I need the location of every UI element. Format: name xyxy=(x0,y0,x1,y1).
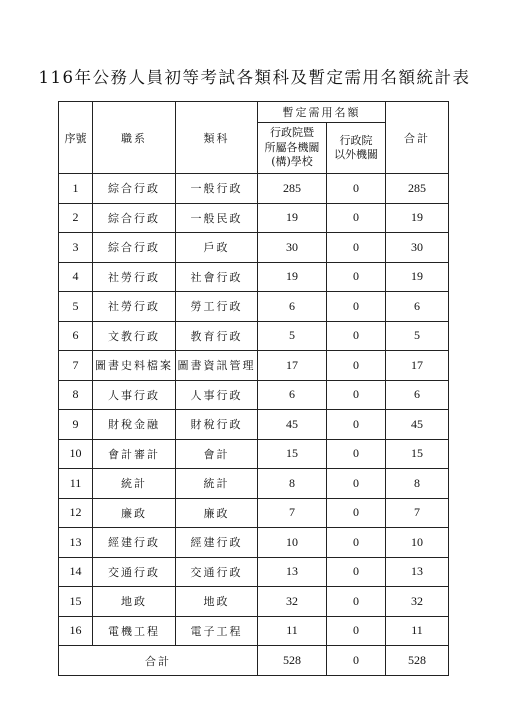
total-cell: 10 xyxy=(386,528,449,558)
other-count-cell: 0 xyxy=(327,351,386,381)
table-row xyxy=(59,557,449,587)
seq-cell: 7 xyxy=(59,351,93,381)
table-row xyxy=(59,321,449,351)
series-cell: 社勞行政 xyxy=(93,292,176,322)
seq-cell: 10 xyxy=(59,439,93,469)
total-cell: 5 xyxy=(386,321,449,351)
series-cell: 圖書史料檔案 xyxy=(93,351,176,381)
exec-count-cell: 19 xyxy=(258,203,327,233)
seq-cell: 1 xyxy=(59,174,93,204)
series-cell: 綜合行政 xyxy=(93,174,176,204)
header-exec-line-2: 所屬各機關 xyxy=(264,140,320,154)
total-cell: 6 xyxy=(386,292,449,322)
series-cell: 綜合行政 xyxy=(93,233,176,263)
exec-count-cell: 19 xyxy=(258,262,327,292)
total-cell: 7 xyxy=(386,498,449,528)
exec-count-cell: 15 xyxy=(258,439,327,469)
exec-count-cell: 32 xyxy=(258,587,327,617)
series-cell: 電機工程 xyxy=(93,616,176,646)
other-count-cell: 0 xyxy=(327,587,386,617)
category-cell: 一般行政 xyxy=(176,174,258,204)
total-cell: 13 xyxy=(386,557,449,587)
header-other-agencies xyxy=(327,123,386,174)
exec-count-cell: 285 xyxy=(258,174,327,204)
exec-count-cell: 10 xyxy=(258,528,327,558)
seq-cell: 6 xyxy=(59,321,93,351)
other-count-cell: 0 xyxy=(327,174,386,204)
table-row xyxy=(59,587,449,617)
total-cell: 19 xyxy=(386,203,449,233)
other-count-cell: 0 xyxy=(327,262,386,292)
other-count-cell: 0 xyxy=(327,380,386,410)
series-cell: 社勞行政 xyxy=(93,262,176,292)
exec-count-cell: 6 xyxy=(258,380,327,410)
table-row xyxy=(59,410,449,440)
other-count-cell: 0 xyxy=(327,321,386,351)
table-body xyxy=(59,174,449,646)
seq-cell: 14 xyxy=(59,557,93,587)
table-row xyxy=(59,380,449,410)
header-exec-yuan xyxy=(258,123,327,174)
series-cell: 會計審計 xyxy=(93,439,176,469)
exec-count-cell: 30 xyxy=(258,233,327,263)
other-count-cell: 0 xyxy=(327,203,386,233)
seq-cell: 4 xyxy=(59,262,93,292)
quota-table xyxy=(58,101,449,676)
other-count-cell: 0 xyxy=(327,557,386,587)
seq-cell: 5 xyxy=(59,292,93,322)
category-cell: 財稅行政 xyxy=(176,410,258,440)
totals-row xyxy=(59,646,449,676)
header-series: 職系 xyxy=(93,102,176,174)
other-count-cell: 0 xyxy=(327,528,386,558)
seq-cell: 13 xyxy=(59,528,93,558)
seq-cell: 16 xyxy=(59,616,93,646)
totals-other: 0 xyxy=(327,646,386,676)
seq-cell: 2 xyxy=(59,203,93,233)
exec-count-cell: 6 xyxy=(258,292,327,322)
category-cell: 社會行政 xyxy=(176,262,258,292)
seq-cell: 11 xyxy=(59,469,93,499)
category-cell: 電子工程 xyxy=(176,616,258,646)
header-other-line-1: 行政院 xyxy=(339,133,373,147)
header-seq: 序號 xyxy=(59,102,93,174)
table-row xyxy=(59,528,449,558)
table-row xyxy=(59,351,449,381)
table-row xyxy=(59,616,449,646)
table-row xyxy=(59,233,449,263)
series-cell: 地政 xyxy=(93,587,176,617)
total-cell: 6 xyxy=(386,380,449,410)
exec-count-cell: 5 xyxy=(258,321,327,351)
header-exec-line-3: (構)學校 xyxy=(271,155,313,169)
other-count-cell: 0 xyxy=(327,292,386,322)
other-count-cell: 0 xyxy=(327,233,386,263)
category-cell: 地政 xyxy=(176,587,258,617)
exec-count-cell: 8 xyxy=(258,469,327,499)
series-cell: 財稅金融 xyxy=(93,410,176,440)
table-row xyxy=(59,174,449,204)
totals-exec: 528 xyxy=(258,646,327,676)
header-total: 合計 xyxy=(386,102,449,174)
total-cell: 19 xyxy=(386,262,449,292)
exec-count-cell: 13 xyxy=(258,557,327,587)
total-cell: 30 xyxy=(386,233,449,263)
total-cell: 11 xyxy=(386,616,449,646)
other-count-cell: 0 xyxy=(327,410,386,440)
exec-count-cell: 17 xyxy=(258,351,327,381)
category-cell: 經建行政 xyxy=(176,528,258,558)
other-count-cell: 0 xyxy=(327,469,386,499)
header-category: 類科 xyxy=(176,102,258,174)
category-cell: 戶政 xyxy=(176,233,258,263)
category-cell: 一般民政 xyxy=(176,203,258,233)
category-cell: 圖書資訊管理 xyxy=(176,351,258,381)
total-cell: 15 xyxy=(386,439,449,469)
header-quota-group: 暫定需用名額 xyxy=(258,102,386,123)
seq-cell: 9 xyxy=(59,410,93,440)
category-cell: 交通行政 xyxy=(176,557,258,587)
seq-cell: 12 xyxy=(59,498,93,528)
category-cell: 勞工行政 xyxy=(176,292,258,322)
series-cell: 廉政 xyxy=(93,498,176,528)
other-count-cell: 0 xyxy=(327,439,386,469)
category-cell: 廉政 xyxy=(176,498,258,528)
total-cell: 32 xyxy=(386,587,449,617)
series-cell: 交通行政 xyxy=(93,557,176,587)
header-other-line-2: 以外機關 xyxy=(334,148,378,161)
other-count-cell: 0 xyxy=(327,616,386,646)
category-cell: 人事行政 xyxy=(176,380,258,410)
other-count-cell: 0 xyxy=(327,498,386,528)
series-cell: 文教行政 xyxy=(93,321,176,351)
total-cell: 8 xyxy=(386,469,449,499)
table-row xyxy=(59,203,449,233)
category-cell: 統計 xyxy=(176,469,258,499)
table-row xyxy=(59,498,449,528)
header-exec-line-1: 行政院暨 xyxy=(270,126,314,140)
table-row xyxy=(59,439,449,469)
series-cell: 人事行政 xyxy=(93,380,176,410)
totals-total: 528 xyxy=(386,646,449,676)
table-row xyxy=(59,262,449,292)
table-row xyxy=(59,292,449,322)
series-cell: 綜合行政 xyxy=(93,203,176,233)
totals-label: 合計 xyxy=(59,646,258,676)
total-cell: 45 xyxy=(386,410,449,440)
exec-count-cell: 11 xyxy=(258,616,327,646)
seq-cell: 3 xyxy=(59,233,93,263)
series-cell: 經建行政 xyxy=(93,528,176,558)
seq-cell: 15 xyxy=(59,587,93,617)
total-cell: 17 xyxy=(386,351,449,381)
total-cell: 285 xyxy=(386,174,449,204)
category-cell: 教育行政 xyxy=(176,321,258,351)
series-cell: 統計 xyxy=(93,469,176,499)
table-row xyxy=(59,469,449,499)
exec-count-cell: 7 xyxy=(258,498,327,528)
seq-cell: 8 xyxy=(59,380,93,410)
exec-count-cell: 45 xyxy=(258,410,327,440)
page-title: 116年公務人員初等考試各類科及暫定需用名額統計表 xyxy=(38,68,471,87)
category-cell: 會計 xyxy=(176,439,258,469)
